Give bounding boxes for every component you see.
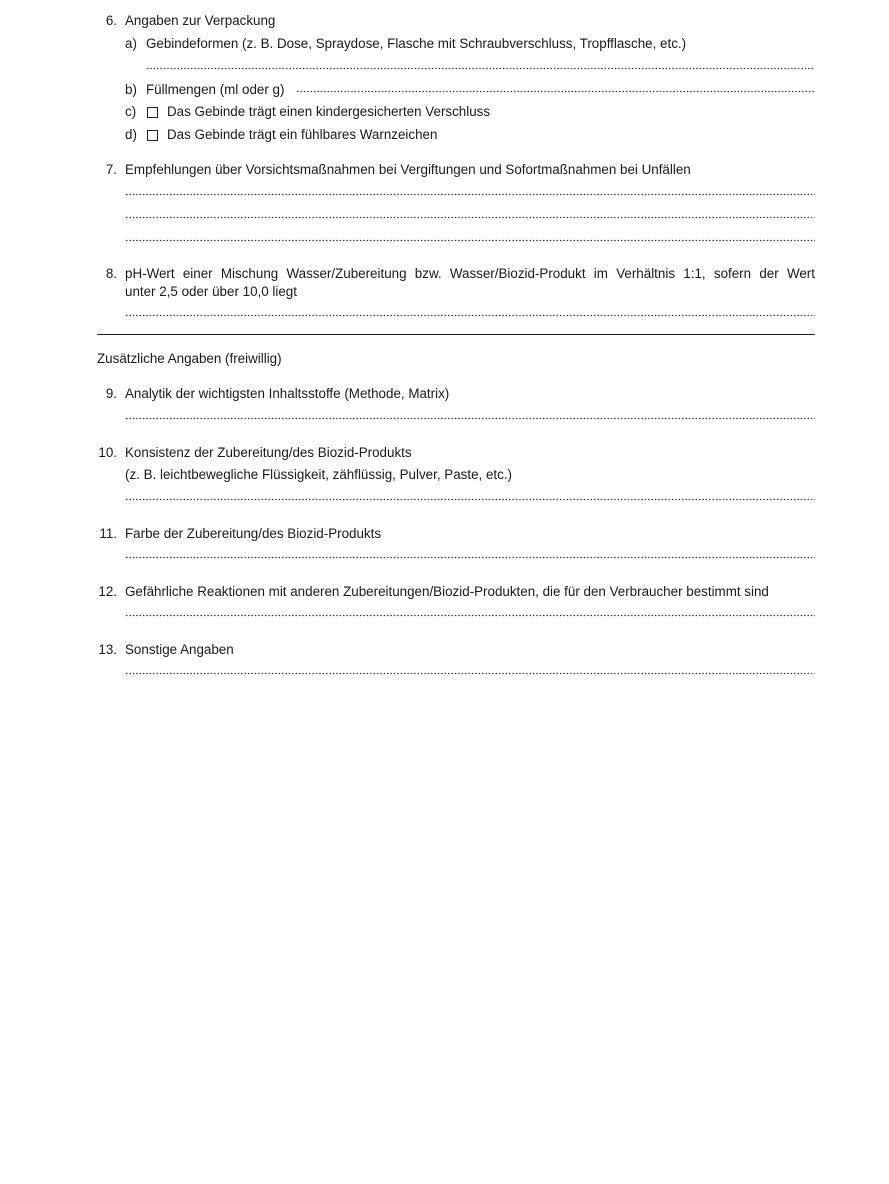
section-6d-letter: d) [125,127,137,142]
section-6-title: Angaben zur Verpackung [125,13,276,28]
section-13-number: 13. [98,642,117,657]
section-6b-answer-line[interactable] [296,86,815,96]
section-8-text-line-2: unter 2,5 oder über 10,0 liegt [125,284,297,299]
section-6c-letter: c) [125,104,137,119]
section-9-title: Analytik der wichtigsten Inhaltsstoffe (Methode, Matrix) [125,386,450,401]
section-7-title: Empfehlungen über Vorsichtsmaßnahmen bei Vergiftungen und Sofortmaßnahmen bei Unfällen [125,162,691,177]
section-10-number: 10. [98,445,117,460]
section-8-number: 8. [105,266,117,281]
section-6d-checkbox[interactable] [147,130,158,141]
section-12-number: 12. [98,584,117,599]
section-10-title: Konsistenz der Zubereitung/des Biozid-Produkts [125,445,412,460]
section-7-answer-line-2[interactable] [125,212,815,222]
section-13-title: Sonstige Angaben [125,642,234,657]
section-8-text-line-1: pH-Wert einer Mischung Wasser/Zubereitung bzw. Wasser/Biozid-Produkt im Verhältnis 1:1, sofern der Wert [125,266,815,281]
section-11-title: Farbe der Zubereitung/des Biozid-Produkts [125,526,382,541]
section-10-subtitle: (z. B. leichtbewegliche Flüssigkeit, zähflüssig, Pulver, Paste, etc.) [125,467,513,482]
section-6a-letter: a) [125,36,137,51]
section-9-number: 9. [105,386,117,401]
section-13-answer-line[interactable] [125,668,815,678]
section-6b-text: Füllmengen (ml oder g) [146,82,285,97]
section-6d-text: Das Gebinde trägt ein fühlbares Warnzeichen [167,127,438,142]
section-12-title: Gefährliche Reaktionen mit anderen Zubereitungen/Biozid-Produkten, die für den Verbraucher bestimmt sind [125,584,769,599]
section-7-number: 7. [105,162,117,177]
section-10-answer-line[interactable] [125,494,815,504]
section-7-answer-line-3[interactable] [125,235,815,245]
section-11-answer-line[interactable] [125,552,815,562]
section-7-answer-line-1[interactable] [125,189,815,199]
section-11-number: 11. [99,526,117,541]
section-8-answer-line[interactable] [125,310,815,320]
section-6c-checkbox[interactable] [147,107,158,118]
section-9-answer-line[interactable] [125,413,815,423]
section-6c-text: Das Gebinde trägt einen kindergesicherten Verschluss [167,104,491,119]
section-6b-letter: b) [125,82,137,97]
section-6a-text: Gebindeformen (z. B. Dose, Spraydose, Flasche mit Schraubverschluss, Tropfflasche, etc.) [146,36,687,51]
section-divider [97,334,815,335]
optional-info-heading: Zusätzliche Angaben (freiwillig) [97,351,282,366]
section-6a-answer-line[interactable] [146,63,815,73]
section-12-answer-line[interactable] [125,610,815,620]
section-6-number: 6. [105,13,117,28]
